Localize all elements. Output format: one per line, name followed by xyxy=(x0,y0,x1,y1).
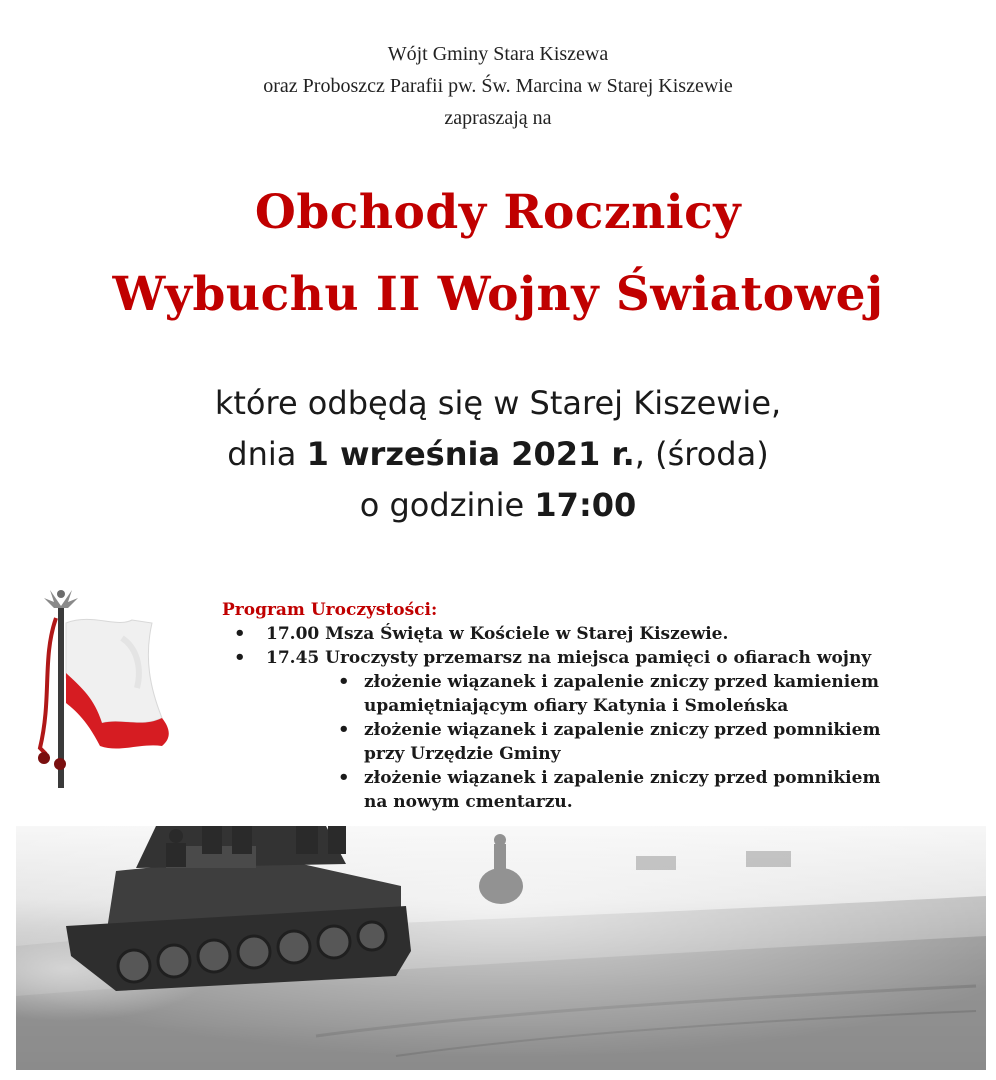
header-line-1: Wójt Gminy Stara Kiszewa xyxy=(387,43,609,65)
details-time-line xyxy=(0,480,996,531)
event-title xyxy=(0,172,996,336)
time-prefix: o godzinie xyxy=(359,486,535,524)
event-date: 1 września 2021 r. xyxy=(306,435,635,473)
program-item: • 17.00 Msza Święta w Kościele w Starej Kiszewie. xyxy=(222,622,922,646)
header-line-3: zapraszają na xyxy=(444,107,552,129)
event-time: 17:00 xyxy=(534,486,637,524)
program-sublist xyxy=(322,670,922,814)
program-section xyxy=(222,598,922,814)
details-location: które odbędą się w Starej Kiszewie, xyxy=(214,384,782,422)
details-date-line xyxy=(0,429,996,480)
program-heading: Program Uroczystości: xyxy=(222,600,438,620)
program-subitem: • złożenie wiązanek i zapalenie zniczy przed kamieniem upamiętniającym ofiary Katynia i Smoleńska xyxy=(322,670,884,718)
tank-photo xyxy=(16,826,986,1070)
program-item: • 17.45 Uroczysty przemarsz na miejsca pamięci o ofiarach wojny xyxy=(222,646,922,670)
date-suffix: , (środa) xyxy=(634,435,769,473)
title-line-1: Obchody Rocznicy xyxy=(254,185,742,240)
program-subitem: • złożenie wiązanek i zapalenie zniczy przed pomnikiem przy Urzędzie Gminy xyxy=(322,718,884,766)
title-line-2: Wybuchu II Wojny Światowej xyxy=(112,267,884,322)
date-prefix: dnia xyxy=(227,435,307,473)
program-list xyxy=(222,622,922,670)
flag-eagle-image xyxy=(22,578,182,788)
header-line-2: oraz Proboszcz Parafii pw. Św. Marcina w Starej Kiszewie xyxy=(263,75,733,97)
event-details xyxy=(0,378,996,531)
invitation-header xyxy=(0,38,996,134)
program-subitem: • złożenie wiązanek i zapalenie zniczy przed pomnikiem na nowym cmentarzu. xyxy=(322,766,884,814)
